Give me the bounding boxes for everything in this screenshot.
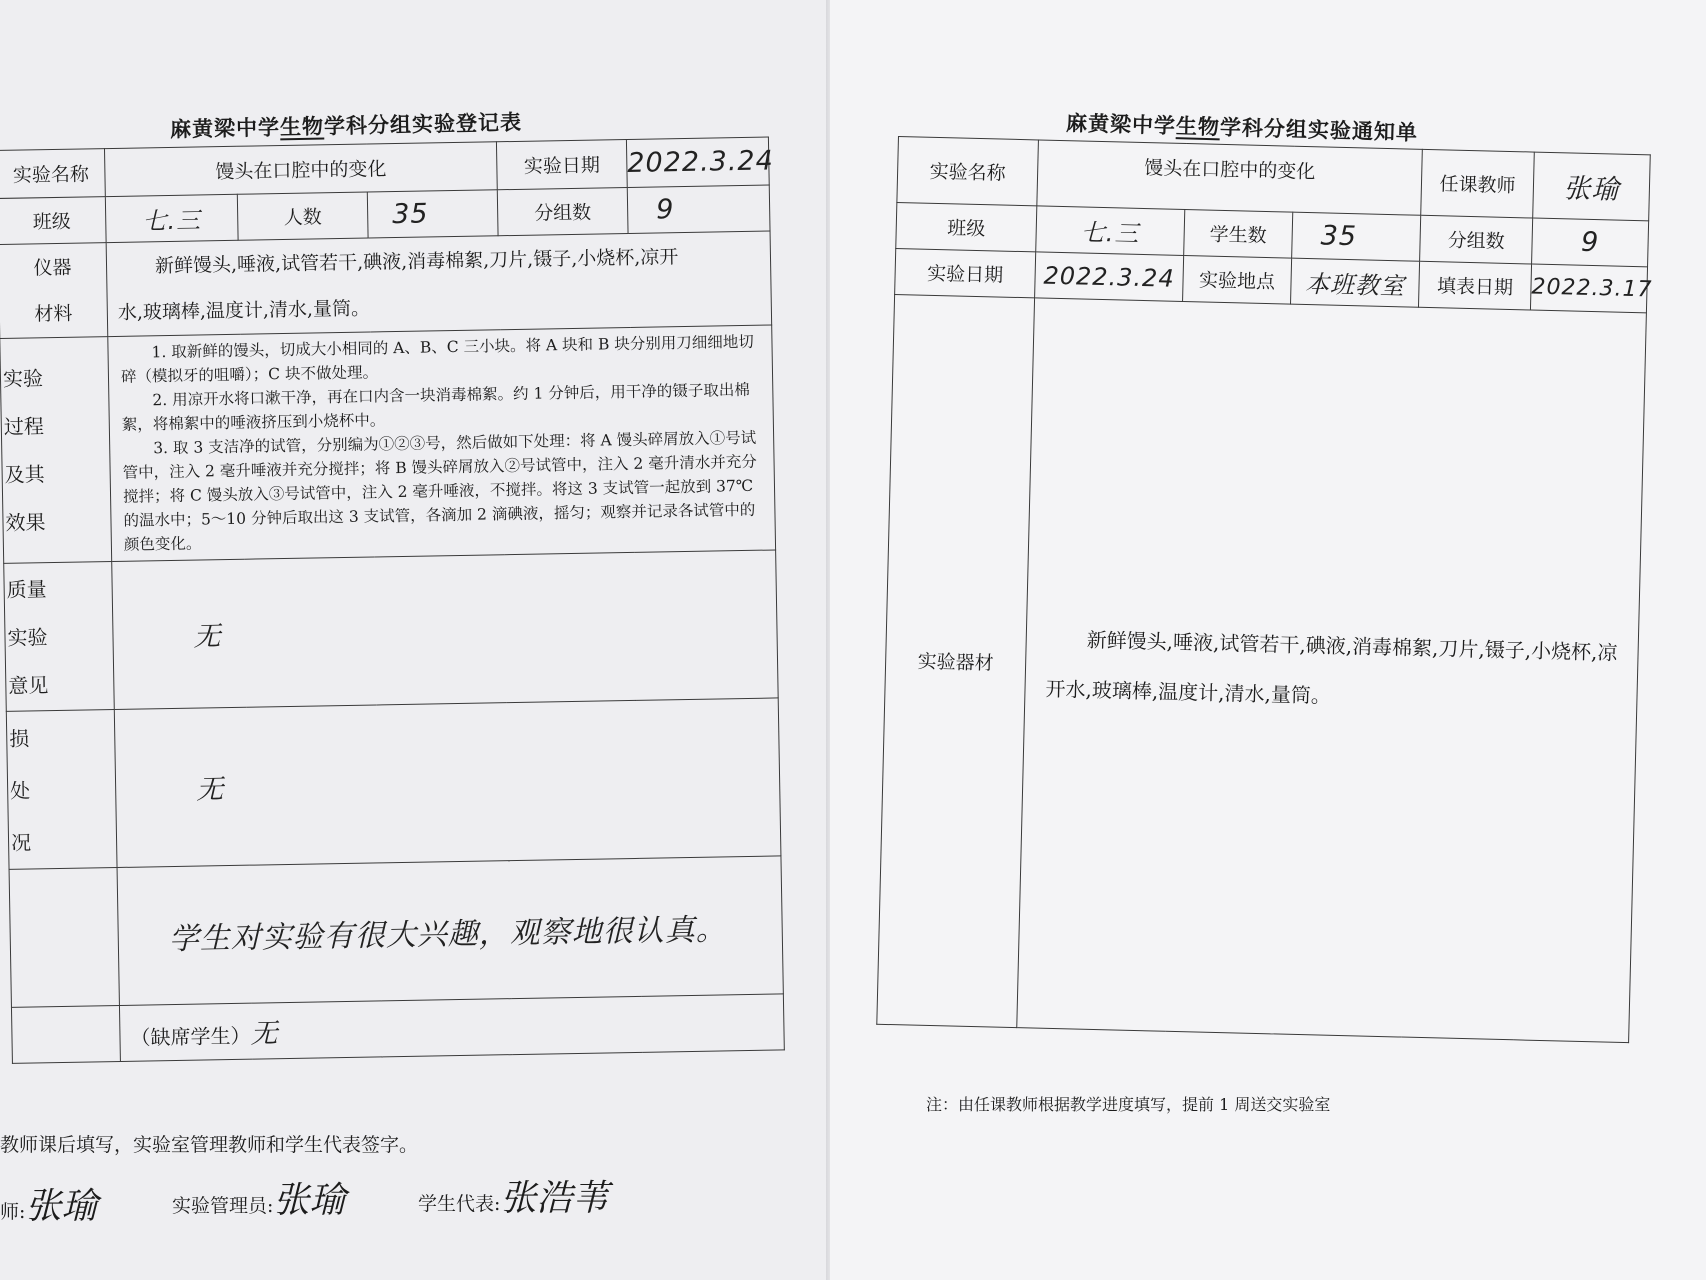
- student-rep-label: 学生代表:: [418, 1193, 501, 1215]
- experiment-name-value: 馒头在口腔中的变化: [1037, 140, 1423, 215]
- comment-value: 学生对实验有很大兴趣，观察地很认真。: [117, 856, 783, 1006]
- footer-note: 教师课后填写，实验室管理教师和学生代表签字。: [0, 1134, 419, 1156]
- label-quality-line1: 质量: [6, 576, 47, 602]
- admin-signature: 张瑜: [273, 1180, 346, 1221]
- notification-note: 注：由任课教师根据教学进度填写，提前 1 周送交实验室: [926, 1095, 1331, 1114]
- groups-value: 9: [1532, 218, 1649, 267]
- class-value: 七.三: [1036, 206, 1185, 256]
- damage-value: 无: [114, 698, 781, 868]
- instruments-line1: 新鲜馒头,唾液,试管若干,碘液,消毒棉絮,刀片,镊子,小烧杯,凉开: [154, 245, 679, 277]
- label-place: 实验地点: [1183, 256, 1292, 305]
- label-quality-line3: 意见: [8, 672, 49, 698]
- process-step-2: 2. 用凉开水将口漱干净，再在口内含一块消毒棉絮。约 1 分钟后，用干净的镊子取出棉絮，将棉絮中的唾液挤压到小烧杯中。: [121, 380, 750, 434]
- comment-label-cell: [9, 867, 119, 1007]
- admin-sign-label: 实验管理员:: [172, 1195, 274, 1217]
- label-groups: 分组数: [1420, 215, 1533, 264]
- label-students: 学生数: [1184, 210, 1293, 259]
- label-teacher: 任课教师: [1421, 149, 1535, 218]
- label-instruments-line1: 仪器: [33, 256, 72, 279]
- school-name: 麻黄梁中学: [169, 114, 281, 142]
- title-suffix: 学科分组实验登记表: [323, 109, 523, 139]
- place-value: 本班教室: [1291, 258, 1420, 307]
- students-value: 35: [1292, 212, 1421, 261]
- label-groups: 分组数: [497, 187, 628, 235]
- label-instruments-line2: 材料: [34, 302, 73, 325]
- materials-value: [1017, 298, 1647, 1043]
- label-quality-line2: 实验: [7, 624, 48, 650]
- label-class: 班级: [0, 197, 106, 245]
- footer-student-rep: [418, 1170, 608, 1221]
- count-value: 35: [367, 190, 498, 238]
- label-instruments: [0, 243, 108, 339]
- label-materials: 实验器材: [877, 294, 1035, 1027]
- label-quality: [4, 562, 115, 712]
- absent-label-cell: [11, 1005, 120, 1063]
- label-class: 班级: [896, 202, 1037, 251]
- footer-teacher: [0, 1178, 97, 1229]
- registration-table: [0, 137, 785, 1064]
- absent-row: [119, 994, 784, 1062]
- absent-value: 无: [250, 1018, 279, 1050]
- label-damage-line1: 损: [9, 726, 30, 751]
- registration-form-page: [0, 0, 830, 1280]
- date-value: 2022.3.24: [1035, 252, 1184, 302]
- label-process-line3: 及其: [4, 462, 45, 487]
- title-suffix: 学科分组实验通知单: [1219, 114, 1419, 145]
- teacher-sign-label: 师:: [0, 1201, 26, 1223]
- notification-table: [876, 136, 1651, 1043]
- experiment-date-value: 2022.3.24: [626, 137, 769, 187]
- label-experiment-name: 实验名称: [897, 137, 1039, 206]
- materials-line2: 开水,玻璃棒,温度计,清水,量筒。: [1045, 676, 1332, 708]
- label-experiment-name: 实验名称: [0, 149, 105, 199]
- label-process-line4: 效果: [5, 510, 46, 535]
- fill-date-value: 2022.3.17: [1530, 264, 1647, 313]
- label-process-line1: 实验: [2, 366, 44, 391]
- instruments-line2: 水,玻璃棒,温度计,清水,量筒。: [117, 296, 371, 324]
- process-text: [108, 325, 776, 562]
- quality-value: 无: [112, 550, 779, 710]
- materials-line1: 新鲜馒头,唾液,试管若干,碘液,消毒棉絮,刀片,镊子,小烧杯,凉: [1086, 627, 1618, 665]
- teacher-signature: 张瑜: [25, 1186, 98, 1227]
- experiment-name-value: 馒头在口腔中的变化: [104, 142, 497, 197]
- label-absent: （缺席学生）: [130, 1023, 251, 1050]
- groups-value: 9: [627, 185, 770, 233]
- notification-form-page: [830, 0, 1706, 1280]
- student-rep-signature: 张浩苇: [500, 1178, 609, 1219]
- label-process-line2: 过程: [3, 414, 45, 439]
- label-count: 人数: [237, 192, 368, 240]
- subject-name: 生物: [1175, 113, 1221, 140]
- label-damage: [6, 710, 117, 870]
- process-step-1: 1. 取新鲜的馒头，切成大小相同的 A、B、C 三小块。将 A 块和 B 块分别用刀细细地切碎（模拟牙的咀嚼）；C 块不做处理。: [120, 332, 754, 386]
- school-name: 麻黄梁中学: [1065, 110, 1177, 139]
- instruments-value: [106, 231, 772, 337]
- label-process: [0, 337, 112, 564]
- teacher-value: 张瑜: [1533, 152, 1651, 221]
- registration-form-title: [170, 106, 523, 143]
- label-experiment-date: 实验日期: [496, 139, 627, 189]
- process-step-3: 3. 取 3 支洁净的试管，分别编为①②③号，然后做如下处理：将 A 馒头碎屑放入①号试管中，注入 2 毫升唾液并充分搅拌；将 B 馒头碎屑放入②号试管中，注入 2 毫升清水并充分搅拌；将 C 馒头放入③号试管中，注入 2 毫升唾液，不搅拌。将这 3 支试管一起放到 37℃的温水中；5～10 分钟后取出这 3 支试管，各滴加 2 滴碘液，摇匀；观察并记录各试管中的颜色变化。: [122, 428, 757, 554]
- footer-admin: [172, 1172, 345, 1223]
- subject-name: 生物: [279, 113, 325, 140]
- class-value: 七.三: [105, 194, 238, 242]
- label-date: 实验日期: [895, 248, 1036, 297]
- label-damage-line2: 处: [9, 778, 31, 803]
- label-fill-date: 填表日期: [1419, 261, 1532, 310]
- label-damage-line3: 况: [10, 829, 32, 855]
